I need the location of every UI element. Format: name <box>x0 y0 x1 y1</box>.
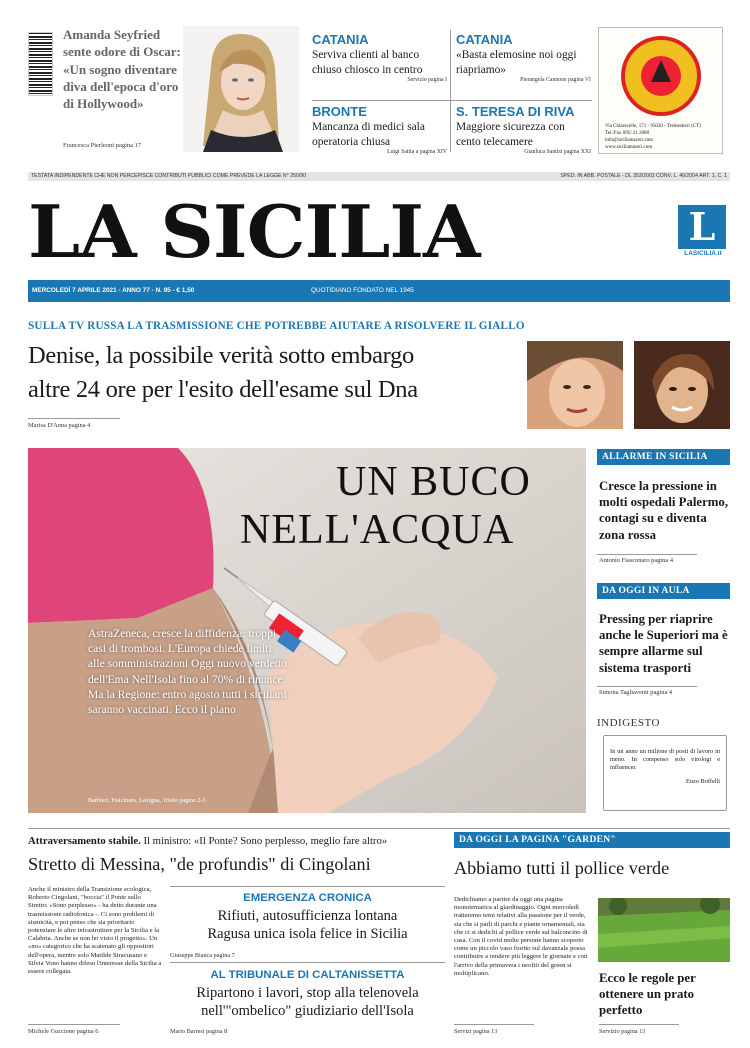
mid-headline-1a[interactable]: Rifiuti, autosufficienza lontana <box>217 908 398 924</box>
lead-headline-2[interactable]: NELL'ACQUA <box>240 507 515 553</box>
masthead-logo[interactable] <box>678 205 726 249</box>
garden-byline-right: Servizio pagina 13 <box>599 1028 646 1035</box>
teaser-place: CATANIA <box>456 32 513 47</box>
indigesto-card <box>603 735 727 811</box>
denise-byline: Marisa D'Anna pagina 4 <box>28 422 91 429</box>
teaser-headline: «Basta elemosine noi oggi riapriamo» <box>456 49 577 76</box>
mid-headline-1b[interactable]: Ragusa unica isola felice in Sicilia <box>207 926 408 942</box>
mid-headline-2b[interactable]: nell'"ombelico" giudiziario dell'Isola <box>201 1003 414 1019</box>
teaser-vertical-divider <box>450 30 451 152</box>
ponte-kicker-bold: Attraversamento stabile. <box>28 835 141 847</box>
garden-headline[interactable]: Abbiamo tutti il pollice verde <box>454 858 670 878</box>
notice-left: TESTATA INDIPENDENTE CHE NON PERCEPISCE CONTRIBUTI PUBBLICI COME PREVEDE LA LEGGE N° 250/90 <box>31 173 307 179</box>
notice-strip <box>28 172 730 181</box>
garden-byline-left: Servizi pagina 13 <box>454 1028 498 1035</box>
notice-right: SPED. IN ABB. POSTALE - DL 353/2003 CONV. L. 46/2004 ART. 1, C. 1 <box>560 173 727 179</box>
indigesto-author: Enzo Boffelli <box>686 778 720 785</box>
right-kicker-1: ALLARME IN SICILIA <box>597 449 730 465</box>
ponte-kicker <box>28 835 448 847</box>
ponte-kicker-rest: Il ministro: «Il Ponte? Sono perplesso, meglio fare altro» <box>140 835 388 847</box>
right-byline-2: Simona Tagliaventi pagina 4 <box>599 689 673 696</box>
top-feature-headline[interactable]: Amanda Seyfried sente odore di Oscar: «Un sogno diventare diva dell'epoca d'oro di Hollywood» <box>63 27 181 112</box>
garden-rule-right <box>599 1024 679 1025</box>
garden-photo[interactable] <box>598 898 730 962</box>
top-feature-byline: Francesca Pierleoni pagina 17 <box>63 142 142 149</box>
garden-body: Dedichiamo a partire da oggi una pagina monotematica al giardinaggio. Ogni mercoledì tratteremo temi relativi alla passione per il verde, sia che si parli di parchi e piante ornamentali, sia che ci si dedichi al pollice verde sul balconcino di casa. Con il covid molte persone hanno scoperto come un piccolo vaso fiorito sul davanzale possa contribuire a rendere più leggere le giornate e con l'arrivo della primavera i neofiti del green si moltiplicano. <box>454 896 588 977</box>
portrait-illustration <box>183 26 299 152</box>
bottom-top-rule <box>28 828 730 829</box>
garden-caption[interactable]: Ecco le regole per ottenere un prato perfetto <box>599 971 696 1018</box>
teaser-bronte[interactable] <box>312 104 447 155</box>
right-kicker-2: DA OGGI IN AULA <box>597 583 730 599</box>
teaser-headline: Serviva clienti al banco chiuso chiosco in centro <box>312 49 423 76</box>
ad-line-4: www.siciliamaceri.com <box>605 145 653 150</box>
mid-kicker-1: EMERGENZA CRONICA <box>243 892 372 904</box>
mid-byline-1: Giuseppe Bianca pagina 7 <box>170 952 235 959</box>
denise-headline-2[interactable]: altre 24 ore per l'esito dell'esame sul Dna <box>28 376 418 403</box>
indigesto-text: In un anno un milione di posti di lavoro in meno. In compenso solo virologi e influencer. <box>610 748 720 771</box>
founded-line: QUOTIDIANO FONDATO NEL 1945 <box>311 287 414 294</box>
ad-logo-icon <box>619 34 703 118</box>
mid-rule-mid <box>170 962 445 963</box>
right-byline-1: Antonio Fiasconaro pagina 4 <box>599 557 674 564</box>
lead-byline: Barbieri, Fisicinaro, Lavigna, Triolo pagine 2-5 <box>88 797 206 804</box>
ad-line-1: Via Chiaravelle, 171 - 95030 - Tremestieri (CT) <box>605 124 701 129</box>
garden-rule-left <box>454 1024 534 1025</box>
denise-photo-2[interactable] <box>634 341 730 429</box>
ponte-rule <box>28 1024 120 1025</box>
indigesto-title: INDIGESTO <box>597 717 660 729</box>
indigesto-box[interactable] <box>597 717 730 813</box>
right-rule-1 <box>597 554 697 555</box>
lead-summary[interactable]: AstraZeneca, cresce la diffidenza: troppi casi di trombosi. L'Europa chiede limiti alle somministrazioni Oggi nuovo verdetto dell'Ema Nell'Isola fino al 70% di rinunce. Ma la Regione: entro agosto tutti i siciliani saranno vaccinati. Ecco il piano <box>88 627 287 717</box>
face-illustration <box>634 341 730 429</box>
teaser-byline: Servizio pagina I <box>407 77 447 83</box>
teaser-headline: Maggiore sicurezza con cento telecamere <box>456 121 565 148</box>
masthead-title[interactable]: LA SICILIA <box>28 189 480 274</box>
denise-rule <box>28 418 120 419</box>
face-illustration <box>527 341 623 429</box>
garden-kicker: DA OGGI LA PAGINA "GARDEN" <box>454 832 730 848</box>
right-rule-2 <box>597 686 697 687</box>
mid-headline-2a[interactable]: Ripartono i lavori, stop alla telenovela <box>196 985 419 1001</box>
teaser-byline: Gianluca Santisi pagina XXI <box>524 149 591 155</box>
mid-kicker-2: AL TRIBUNALE DI CALTANISSETTA <box>210 969 405 981</box>
right-headline-1[interactable]: Cresce la pressione in molti ospedali Palermo, contagi su e diventa zona rossa <box>599 479 729 542</box>
teaser-place: S. TERESA DI RIVA <box>456 104 575 119</box>
denise-kicker: SULLA TV RUSSA LA TRASMISSIONE CHE POTREBBE AIUTARE A RISOLVERE IL GIALLO <box>28 320 525 332</box>
lawn-illustration <box>598 898 730 962</box>
ad-line-2: Tel./Fax 095/ 21 2080 <box>605 131 650 136</box>
teaser-headline: Mancanza di medici sala operatoria chiusa <box>312 121 425 148</box>
advertisement[interactable] <box>598 27 723 154</box>
teaser-catania-2[interactable] <box>456 32 591 83</box>
logo-caption: LASICILIA.it <box>684 250 722 257</box>
right-headline-2[interactable]: Pressing per riaprire anche le Superiori ma è sempre allarme sul sistema trasporti <box>599 612 728 675</box>
teaser-santa-teresa[interactable] <box>456 104 591 155</box>
denise-headline-1[interactable]: Denise, la possibile verità sotto embargo <box>28 342 414 369</box>
date-line: MERCOLEDÌ 7 APRILE 2021 - ANNO 77 - N. 95 - € 1,50 <box>32 287 195 294</box>
teaser-place: BRONTE <box>312 104 367 119</box>
date-bar <box>28 280 730 302</box>
barcode <box>28 32 53 96</box>
denise-photo-1[interactable] <box>527 341 623 429</box>
teaser-place: CATANIA <box>312 32 369 47</box>
ponte-headline[interactable]: Stretto di Messina, "de profundis" di Cingolani <box>28 854 371 874</box>
mid-rule-top <box>170 886 445 887</box>
lead-headline-1[interactable]: UN BUCO <box>336 459 531 505</box>
teaser-byline: Luigi Saitta a pagina XIV <box>387 149 447 155</box>
ponte-byline: Michele Guccione pagina 6 <box>28 1028 99 1035</box>
teaser-divider <box>312 100 592 101</box>
teaser-catania-1[interactable] <box>312 32 447 83</box>
ponte-body: Anche il ministro della Transizione ecologica, Roberto Cingolani, "boccia" il Ponte sullo Stretto: «Sono perplesso» - ha detto durante una trasmissione radiofonica -. Ci sono problemi di sismicità, e poi penso che sia prioritario potenziare le altre infrastrutture per la Sicilia e la Calabria. Anche se non ho visto il progetto». Un «no» categorico che ha scatenato gli oppositori dell'opera, mentre solo Matilde Siracusano e Silvia Vono hanno difeso l'interesse della Sicilia a essere collegata. <box>28 886 162 976</box>
mid-byline-2: Mario Barresi pagina 8 <box>170 1028 228 1035</box>
logo-letter: L <box>688 204 716 249</box>
seyfried-photo[interactable] <box>183 26 299 152</box>
ad-line-3: info@siciliamaceri.com <box>605 138 654 143</box>
teaser-byline: Pierangela Cannone pagina VI <box>520 77 591 83</box>
